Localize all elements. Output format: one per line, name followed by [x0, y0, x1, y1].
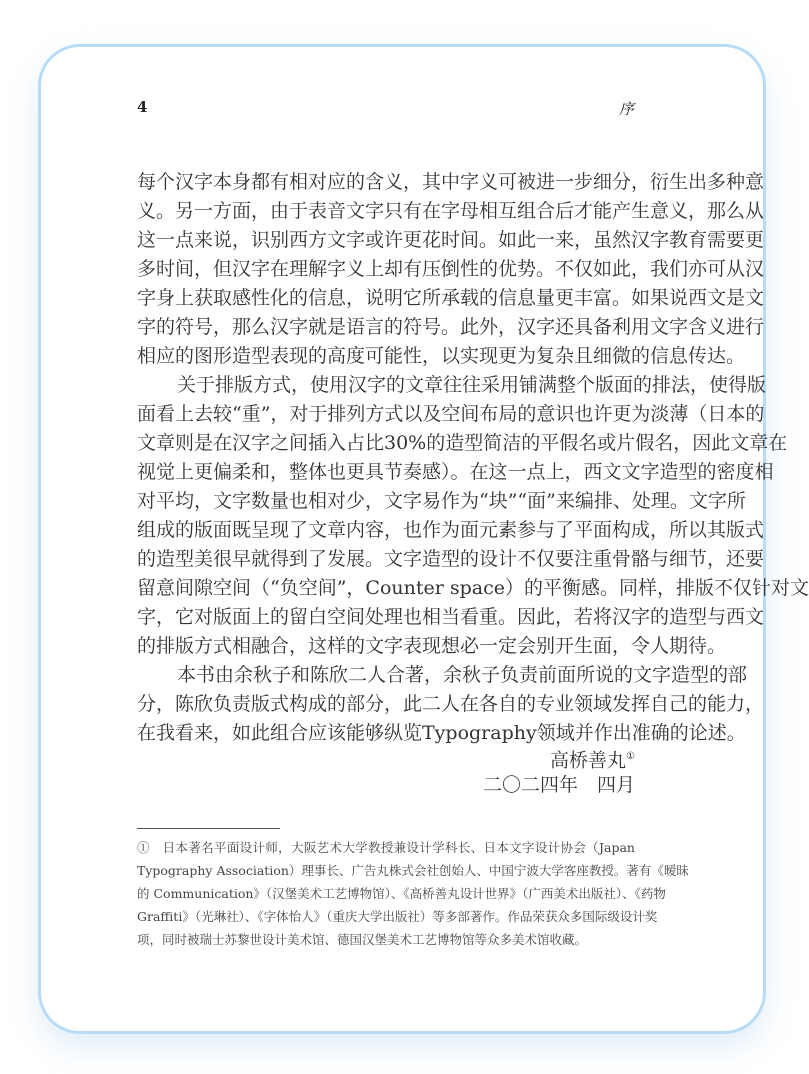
paragraph-1	[137, 168, 765, 371]
text-line: 面看上去较“重”，对于排列方式以及空间布局的意识也许更为淡薄（日本的	[137, 403, 765, 425]
page-number: 4	[137, 98, 148, 116]
text-line: 留意间隙空间（“负空间”，Counter space）的平衡感。同样，排版不仅针对文	[137, 577, 809, 599]
footnote-line: ① 日本著名平面设计师，大阪艺术大学教授兼设计学科长、日本文字设计协会（Japan	[137, 840, 635, 855]
footnote	[137, 836, 689, 951]
text-line: 本书由余秋子和陈欣二人合著，余秋子负责前面所说的文字造型的部	[177, 664, 748, 686]
text-line: 字的符号，那么汉字就是语言的符号。此外，汉字还具备利用文字含义进行	[137, 316, 765, 338]
text-line: 义。另一方面，由于表音文字只有在字母相互组合后才能产生意义，那么从	[137, 200, 765, 222]
paragraph-3	[137, 661, 765, 748]
text-line: 这一点来说，识别西方文字或许更花时间。如此一来，虽然汉字教育需要更	[137, 229, 765, 251]
footnote-line: Graffiti》（光琳社）、《字体怡人》（重庆大学出版社）等多部著作。作品荣获众多国际级设计奖	[137, 909, 658, 924]
footnote-line: 项，同时被瑞士苏黎世设计美术馆、德国汉堡美术工艺博物馆等众多美术馆收藏。	[137, 932, 588, 947]
text-line: 组成的版面既呈现了文章内容，也作为面元素参与了平面构成，所以其版式	[137, 519, 765, 541]
author-name: 高桥善丸	[550, 749, 627, 772]
text-line: 的造型美很早就得到了发展。文字造型的设计不仅要注重骨骼与细节，还要	[137, 548, 765, 570]
text-line: 的排版方式相融合，这样的文字表现想必一定会别开生面，令人期待。	[137, 635, 727, 657]
signature-date: 二〇二四年 四月	[482, 774, 635, 796]
footnote-ref[interactable]: ①	[626, 751, 635, 762]
text-line: 相应的图形造型表现的高度可能性，以实现更为复杂且细微的信息传达。	[137, 345, 746, 367]
footnote-line: 的 Communication》（汉堡美术工艺博物馆）、《高桥善丸设计世界》（广西美术出版社）、《药物	[137, 886, 666, 901]
paragraph-2	[137, 371, 809, 661]
footnote-divider	[137, 828, 280, 829]
text-line: 在我看来，如此组合应该能够纵览Typography领域并作出准确的论述。	[137, 722, 746, 744]
text-line: 文章则是在汉字之间插入占比30%的造型简洁的平假名或片假名，因此文章在	[137, 432, 788, 454]
text-line: 多时间，但汉字在理解字义上却有压倒性的优势。不仅如此，我们亦可从汉	[137, 258, 765, 280]
text-line: 关于排版方式，使用汉字的文章往往采用铺满整个版面的排法，使得版	[177, 374, 767, 396]
text-line: 每个汉字本身都有相对应的含义，其中字义可被进一步细分，衍生出多种意	[137, 171, 765, 193]
body-text	[137, 168, 809, 748]
text-line: 视觉上更偏柔和，整体也更具节奏感）。在这一点上，西文文字造型的密度相	[137, 461, 774, 483]
footnote-line: Typography Association）理事长、广告丸株式会社创始人、中国宁波大学客座教授。著有《暧昧	[137, 863, 689, 878]
text-line: 字身上获取感性化的信息，说明它所承载的信息量更丰富。如果说西文是文	[137, 287, 765, 309]
text-line: 字，它对版面上的留白空间处理也相当看重。因此，若将汉字的造型与西文	[137, 606, 765, 628]
text-line: 分，陈欣负责版式构成的部分，此二人在各自的专业领域发挥自己的能力，	[137, 693, 765, 715]
running-head: 序	[618, 100, 634, 118]
text-line: 对平均，文字数量也相对少，文字易作为“块”“面”来编排、处理。文字所	[137, 490, 746, 512]
